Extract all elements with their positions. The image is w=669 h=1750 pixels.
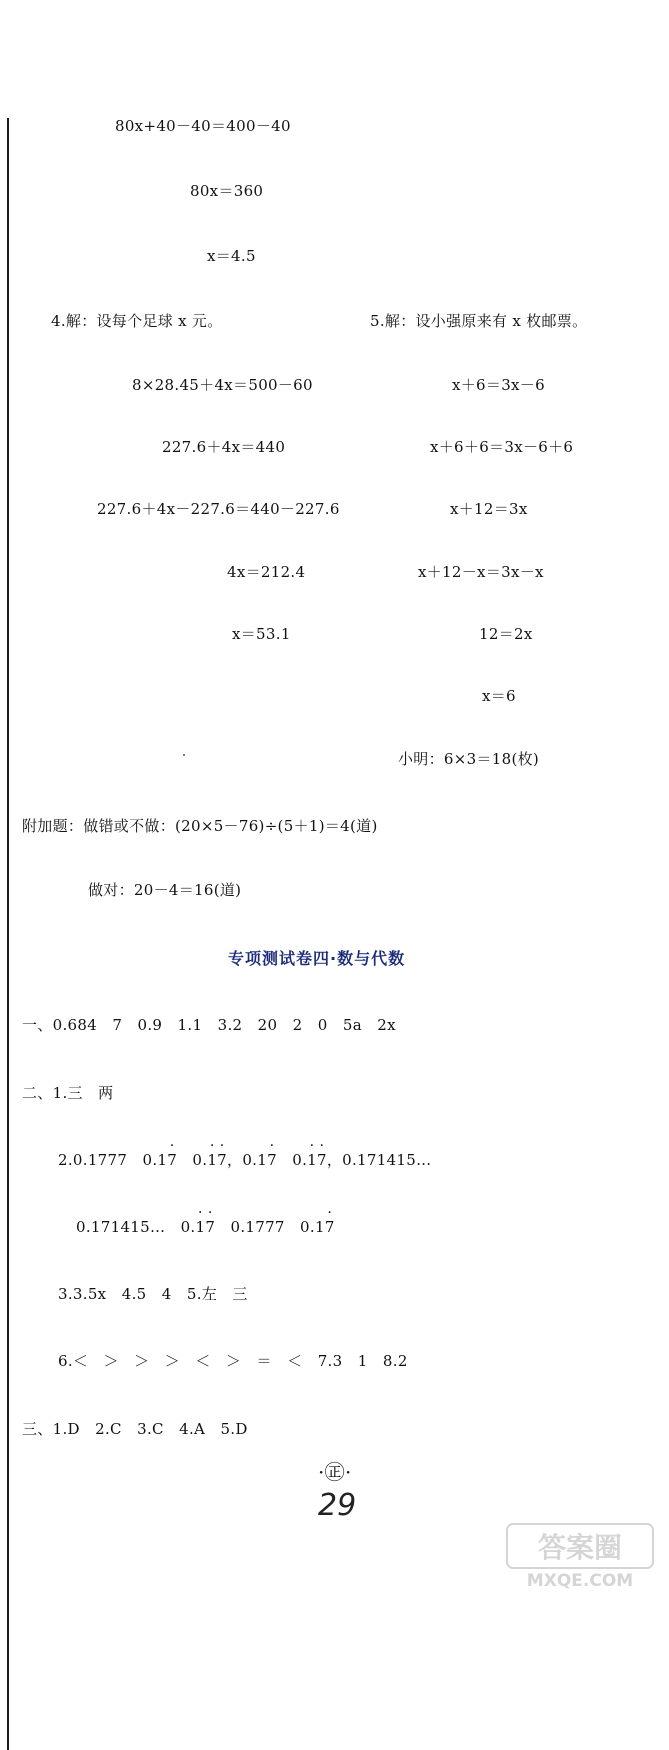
answers-part-2-q2 [58, 1150, 431, 1170]
question-4-title: 4.解：设每个足球 x 元。 [51, 312, 223, 330]
q2-prefix: 2.0.1777 0.1 [58, 1151, 168, 1169]
repeat-digit: · 7 [167, 1150, 177, 1170]
eq-line-1: 80x+40－40＝400－40 [115, 117, 291, 135]
repeat-digit: · 1 [207, 1150, 217, 1170]
q5-step-4: x＋12－x＝3x－x [418, 563, 544, 581]
extra-question-line-1: 附加题：做错或不做：(20×5－76)÷(5＋1)＝4(道) [22, 817, 378, 835]
q5-step-5: 12＝2x [479, 625, 533, 643]
answers-part-1: 一、0.684 7 0.9 1.1 3.2 20 2 0 5a 2x [22, 1016, 396, 1034]
q4-step-5: x＝53.1 [232, 625, 291, 643]
repeat-digit: · 7 [317, 1150, 327, 1170]
repeat-digit: · 1 [307, 1150, 317, 1170]
q5-step-6: x＝6 [482, 687, 516, 705]
answers-part-2-q2-order: 0.171415… 0.· 1· 7 0.1777 0.1· 7 [76, 1217, 335, 1237]
section-heading: 专项测试卷四·数与代数 [228, 949, 406, 968]
q4-step-4: 4x＝212.4 [227, 563, 306, 581]
q4-step-1: 8×28.45＋4x＝500－60 [132, 376, 313, 394]
repeat-digit: · 7 [325, 1217, 335, 1237]
question-5-title: 5.解：设小强原来有 x 枚邮票。 [370, 312, 588, 330]
q5-step-3: x＋12＝3x [450, 500, 528, 518]
eq-line-2: 80x＝360 [190, 182, 264, 200]
answers-part-3: 三、1.D 2.C 3.C 4.A 5.D [22, 1420, 248, 1438]
eq-line-3: x＝4.5 [207, 247, 256, 265]
answers-part-2-q1: 二、1.三 两 [22, 1084, 114, 1102]
q5-step-2: x＋6＋6＝3x－6＋6 [430, 438, 574, 456]
repeat-digit: · 7 [205, 1217, 215, 1237]
page-ornament: ·㊣· [318, 1460, 352, 1484]
answers-part-2-q3: 3.3.5x 4.5 4 5.左 三 [58, 1285, 248, 1303]
q2-rest: 0.· 1· 7，0.1· 7 0.· 1· 7，0.171415… [177, 1151, 431, 1169]
repeat-digit: · 7 [267, 1150, 277, 1170]
svg-text:答案圈: 答案圈 [537, 1531, 623, 1564]
q5-answer: 小明：6×3＝18(枚) [398, 750, 540, 768]
repeat-digit: · 1 [195, 1217, 205, 1237]
answers-part-2-q6: 6.＜ ＞ ＞ ＞ ＜ ＞ ＝ ＜ 7.3 1 8.2 [58, 1352, 408, 1370]
q5-step-1: x＋6＝3x－6 [452, 376, 545, 394]
watermark-logo [505, 1522, 655, 1592]
margin-rule [7, 118, 9, 1750]
repeat-digit: · 7 [217, 1150, 227, 1170]
extra-question-line-2: 做对：20－4＝16(道) [88, 881, 242, 899]
svg-text:MXQE.COM: MXQE.COM [526, 1571, 634, 1591]
q4-step-3: 227.6＋4x－227.6＝440－227.6 [97, 500, 340, 518]
print-speck [183, 754, 185, 756]
q4-step-2: 227.6＋4x＝440 [162, 438, 286, 456]
page-number: 29 [318, 1488, 357, 1523]
